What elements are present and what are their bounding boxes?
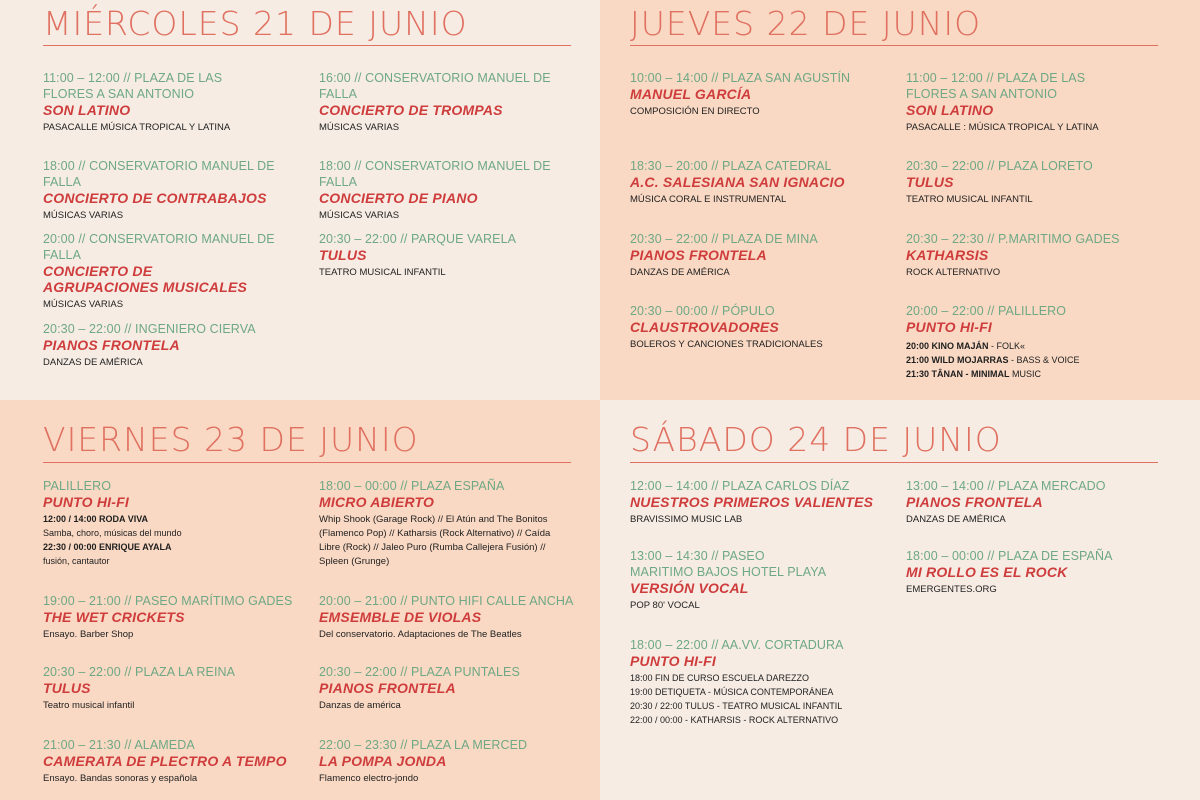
lineup-text: - FOLK« (988, 341, 1026, 351)
event-description: EMERGENTES.ORG (906, 584, 997, 595)
event-item (319, 593, 587, 642)
lineup-text: - BASS & VOICE (1008, 355, 1080, 365)
lineup-bold: 22:30 / 00:00 ENRIQUE AYALA (43, 542, 172, 552)
event-item (906, 478, 1174, 527)
lineup-line (43, 512, 311, 526)
event-item (906, 303, 1174, 381)
event-item (43, 70, 311, 135)
day-panel-miercoles (0, 0, 600, 400)
event-name: THE WET CRICKETS (43, 609, 185, 625)
event-name: PUNTO HI-FI (43, 494, 129, 510)
event-time-place: 18:00 – 00:00 // PLAZA ESPAÑA (319, 479, 505, 493)
event-name: A.C. SALESIANA SAN IGNACIO (630, 174, 845, 190)
event-item (319, 664, 587, 713)
event-item (630, 70, 898, 119)
lineup-text: Samba, choro, músicas del mundo (43, 528, 182, 538)
event-name: MANUEL GARCÍA (630, 86, 752, 102)
event-description: MÚSICAS VARIAS (43, 210, 124, 221)
event-time-place: 13:00 – 14:30 // PASEO MARITIMO BAJOS HOTEL PLAYA (630, 549, 827, 579)
event-time-place: 16:00 // CONSERVATORIO MANUEL DE FALLA (319, 71, 551, 101)
lineup-bold: 21:00 WILD MOJARRAS (906, 355, 1009, 365)
event-description: PASACALLE MÚSICA TROPICAL Y LATINA (43, 122, 231, 133)
day-panel-jueves (600, 0, 1200, 400)
event-item (630, 548, 898, 613)
event-item (43, 321, 311, 370)
event-name: PUNTO HI-FI (630, 653, 716, 669)
event-time-place: 20:30 – 22:00 // INGENIERO CIERVA (43, 322, 256, 336)
event-lineup (43, 512, 311, 568)
day-panel-viernes (0, 400, 600, 800)
event-description: PASACALLE : MÚSICA TROPICAL Y LATINA (906, 122, 1099, 133)
event-description: Whip Shook (Garage Rock) // El Atún and The Bonitos (Flamenco Pop) // Katharsis (Rock Alternativo) // Caída Libre (Rock) // Jaleo Puro (Rumba Callejera Fusión) // Spleen (Grunge) (319, 514, 551, 567)
lineup-text: fusión, cantautor (43, 556, 110, 566)
event-time-place: 19:00 – 21:00 // PASEO MARÍTIMO GADES (43, 594, 293, 608)
event-name: EMSEMBLE DE VIOLAS (319, 609, 482, 625)
event-name: SON LATINO (43, 102, 131, 118)
event-description: Teatro musical infantil (43, 700, 135, 711)
event-item (319, 70, 587, 135)
event-item (630, 478, 898, 527)
event-name: SON LATINO (906, 102, 994, 118)
event-description: TEATRO MUSICAL INFANTIL (319, 267, 446, 278)
event-description: Ensayo. Barber Shop (43, 629, 134, 640)
event-time-place: 20:00 // CONSERVATORIO MANUEL DE FALLA (43, 232, 275, 262)
event-description: BOLEROS Y CANCIONES TRADICIONALES (630, 339, 823, 350)
title-divider (43, 45, 571, 46)
event-name: TULUS (319, 247, 367, 263)
event-name: TULUS (906, 174, 954, 190)
event-description: POP 80' VOCAL (630, 600, 700, 611)
event-name: PUNTO HI-FI (906, 319, 992, 335)
event-description: COMPOSICIÓN EN DIRECTO (630, 106, 760, 117)
event-time-place: 11:00 – 12:00 // PLAZA DE LAS FLORES A SAN ANTONIO (43, 71, 223, 101)
lineup-line (906, 367, 1174, 381)
event-description: MÚSICAS VARIAS (43, 299, 124, 310)
event-item (319, 231, 587, 280)
event-name: MI ROLLO ES EL ROCK (906, 564, 1068, 580)
event-time-place: 18:00 // CONSERVATORIO MANUEL DE FALLA (43, 159, 275, 189)
event-time-place: 21:00 – 21:30 // ALAMEDA (43, 738, 195, 752)
event-name: LA POMPA JONDA (319, 753, 447, 769)
event-name: CONCIERTO DE TROMPAS (319, 102, 503, 118)
event-time-place: 20:30 – 22:00 // PLAZA PUNTALES (319, 665, 520, 679)
event-time-place: 20:00 – 22:00 // PALILLERO (906, 304, 1067, 318)
event-name: KATHARSIS (906, 247, 989, 263)
event-item (906, 158, 1174, 207)
event-name: MICRO ABIERTO (319, 494, 435, 510)
event-name: VERSIÓN VOCAL (630, 580, 749, 596)
lineup-text: 18:00 FIN DE CURSO ESCUELA DAREZZO (630, 673, 810, 683)
event-item (630, 303, 898, 352)
event-time-place: 20:30 – 22:00 // PLAZA LA REINA (43, 665, 236, 679)
day-title: MIÉRCOLES 21 DE JUNIO (43, 4, 468, 43)
lineup-bold: 12:00 / 14:00 RODA VIVA (43, 514, 149, 524)
event-description: Danzas de américa (319, 700, 401, 711)
event-description: Ensayo. Bandas sonoras y española (43, 773, 198, 784)
event-name: PIANOS FRONTELA (43, 337, 180, 353)
event-time-place: 20:30 – 22:00 // PLAZA LORETO (906, 159, 1093, 173)
lineup-text: 19:00 DETIQUETA - MÚSICA CONTEMPORÁNEA (630, 687, 834, 697)
title-divider (630, 45, 1158, 46)
event-time-place: 20:00 – 21:00 // PUNTO HIFI CALLE ANCHA (319, 594, 574, 608)
event-item (906, 548, 1174, 597)
lineup-line (630, 713, 898, 727)
event-description: MÚSICAS VARIAS (319, 210, 400, 221)
event-description: MÚSICAS VARIAS (319, 122, 400, 133)
event-description: Flamenco electro-jondo (319, 773, 419, 784)
event-time-place: 18:00 – 00:00 // PLAZA DE ESPAÑA (906, 549, 1113, 563)
event-time-place: 20:30 – 22:00 // PARQUE VARELA (319, 232, 517, 246)
event-item (43, 737, 311, 786)
event-name: CONCIERTO DE AGRUPACIONES MUSICALES (43, 263, 248, 295)
event-name: CONCIERTO DE PIANO (319, 190, 478, 206)
event-item (43, 664, 311, 713)
event-description: BRAVISSIMO MUSIC LAB (630, 514, 743, 525)
event-description: DANZAS DE AMÉRICA (630, 267, 730, 278)
event-description: DANZAS DE AMÉRICA (906, 514, 1006, 525)
event-description: Del conservatorio. Adaptaciones de The Beatles (319, 629, 522, 640)
event-item (630, 158, 898, 207)
title-divider (43, 462, 571, 463)
event-time-place: 18:30 – 20:00 // PLAZA CATEDRAL (630, 159, 832, 173)
lineup-line (630, 685, 898, 699)
event-description: TEATRO MUSICAL INFANTIL (906, 194, 1033, 205)
lineup-line (43, 526, 311, 540)
event-item (43, 593, 311, 642)
lineup-line (906, 339, 1174, 353)
event-name: NUESTROS PRIMEROS VALIENTES (630, 494, 874, 510)
day-title: SÁBADO 24 DE JUNIO (630, 420, 1002, 459)
event-item (43, 158, 311, 223)
event-item (630, 231, 898, 280)
event-item (906, 70, 1174, 135)
event-time-place: 10:00 – 14:00 // PLAZA SAN AGUSTÍN (630, 71, 851, 85)
lineup-text: 20:30 / 22:00 TULUS - TEATRO MUSICAL INFANTIL (630, 701, 843, 711)
event-item (319, 158, 587, 223)
event-description: ROCK ALTERNATIVO (906, 267, 1001, 278)
event-name: CAMERATA DE PLECTRO A TEMPO (43, 753, 287, 769)
event-item (906, 231, 1174, 280)
event-time-place: 11:00 – 12:00 // PLAZA DE LAS FLORES A SAN ANTONIO (906, 71, 1086, 101)
lineup-line (43, 540, 311, 554)
event-lineup (906, 339, 1174, 381)
lineup-bold: 20:00 KINO MAJÁN (906, 341, 989, 351)
lineup-line (906, 353, 1174, 367)
event-description: DANZAS DE AMÉRICA (43, 357, 143, 368)
lineup-line (630, 671, 898, 685)
lineup-bold: 21:30 TÂNAN - MINIMAL (906, 369, 1010, 379)
lineup-text: MUSIC (1009, 369, 1042, 379)
event-name: PIANOS FRONTELA (630, 247, 767, 263)
event-time-place: 12:00 – 14:00 // PLAZA CARLOS DÍAZ (630, 479, 850, 493)
event-item (319, 737, 587, 786)
event-time-place: 13:00 – 14:00 // PLAZA MERCADO (906, 479, 1106, 493)
event-time-place: 18:00 – 22:00 // AA.VV. CORTADURA (630, 638, 844, 652)
event-name: PIANOS FRONTELA (319, 680, 456, 696)
event-time-place: 20:30 – 00:00 // PÓPULO (630, 304, 775, 318)
event-time-place: PALILLERO (43, 479, 112, 493)
event-description: MÚSICA CORAL E INSTRUMENTAL (630, 194, 787, 205)
day-title: JUEVES 22 DE JUNIO (630, 4, 982, 43)
event-name: CLAUSTROVADORES (630, 319, 779, 335)
lineup-text: 22:00 / 00:00 - KATHARSIS - ROCK ALTERNATIVO (630, 715, 839, 725)
event-lineup (630, 671, 898, 727)
lineup-line (43, 554, 311, 568)
event-name: TULUS (43, 680, 91, 696)
event-time-place: 22:00 – 23:30 // PLAZA LA MERCED (319, 738, 528, 752)
event-item (630, 637, 898, 727)
event-item (319, 478, 587, 569)
day-panel-sabado (600, 400, 1200, 800)
event-time-place: 20:30 – 22:00 // PLAZA DE MINA (630, 232, 818, 246)
event-item (43, 478, 311, 568)
event-name: CONCIERTO DE CONTRABAJOS (43, 190, 267, 206)
title-divider (630, 462, 1158, 463)
event-time-place: 20:30 – 22:30 // P.MARITIMO GADES (906, 232, 1120, 246)
event-name: PIANOS FRONTELA (906, 494, 1043, 510)
day-title: VIERNES 23 DE JUNIO (43, 420, 419, 459)
lineup-line (630, 699, 898, 713)
event-time-place: 18:00 // CONSERVATORIO MANUEL DE FALLA (319, 159, 551, 189)
event-item (43, 231, 311, 312)
